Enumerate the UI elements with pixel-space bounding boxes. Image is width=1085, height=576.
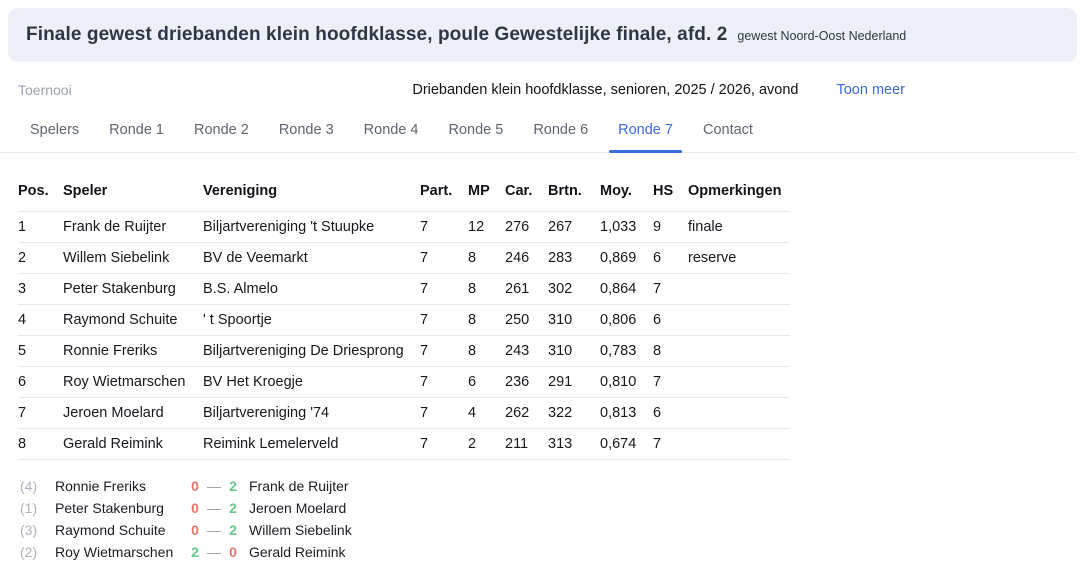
home-player: Peter Stakenburg	[55, 500, 164, 516]
cell-car: 236	[505, 367, 548, 398]
away-score: 2	[229, 478, 237, 494]
cell-pos: 7	[18, 398, 63, 429]
cell-part: 7	[420, 305, 468, 336]
cell-hs: 6	[653, 305, 688, 336]
cell-brtn: 310	[548, 336, 600, 367]
cell-speler: Gerald Reimink	[63, 429, 203, 460]
cell-hs: 7	[653, 367, 688, 398]
cell-moy: 0,810	[600, 367, 653, 398]
cell-speler: Raymond Schuite	[63, 305, 203, 336]
cell-part: 7	[420, 398, 468, 429]
away-score: 0	[229, 544, 237, 560]
page-title: Finale gewest driebanden klein hoofdklasse, poule Gewestelijke finale, afd. 2	[26, 24, 728, 45]
cell-opmerkingen	[688, 398, 790, 429]
home-player: Raymond Schuite	[55, 522, 166, 538]
cell-moy: 0,674	[600, 429, 653, 460]
cell-vereniging: Biljartvereniging '74	[203, 398, 420, 429]
cell-moy: 0,783	[600, 336, 653, 367]
score-dash: —	[207, 522, 221, 538]
tournament-meta	[0, 82, 1085, 98]
cell-part: 7	[420, 212, 468, 243]
col-car: Car.	[505, 177, 548, 212]
cell-speler: Jeroen Moelard	[63, 398, 203, 429]
match-seq: (1)	[20, 500, 38, 516]
cell-car: 246	[505, 243, 548, 274]
match-result	[0, 544, 1085, 566]
match-result	[0, 478, 1085, 500]
away-score: 2	[229, 522, 237, 538]
table-row	[18, 367, 790, 398]
cell-part: 7	[420, 367, 468, 398]
cell-opmerkingen: reserve	[688, 243, 790, 274]
cell-brtn: 310	[548, 305, 600, 336]
cell-speler: Roy Wietmarschen	[63, 367, 203, 398]
cell-part: 7	[420, 429, 468, 460]
col-vereniging: Vereniging	[203, 177, 420, 212]
cell-brtn: 291	[548, 367, 600, 398]
col-part: Part.	[420, 177, 468, 212]
away-player: Frank de Ruijter	[249, 478, 349, 494]
page-subtitle: gewest Noord-Oost Nederland	[737, 29, 907, 43]
cell-hs: 6	[653, 243, 688, 274]
tab-ronde-2[interactable]: Ronde 2	[194, 122, 249, 138]
cell-brtn: 267	[548, 212, 600, 243]
score-dash: —	[207, 478, 221, 494]
cell-brtn: 322	[548, 398, 600, 429]
cell-vereniging: Biljartvereniging De Driesprong	[203, 336, 420, 367]
match-seq: (3)	[20, 522, 38, 538]
col-mp: MP	[468, 177, 505, 212]
cell-speler: Willem Siebelink	[63, 243, 203, 274]
cell-moy: 0,813	[600, 398, 653, 429]
cell-vereniging: ' t Spoortje	[203, 305, 420, 336]
cell-pos: 2	[18, 243, 63, 274]
table-row	[18, 212, 790, 243]
tab-contact[interactable]: Contact	[702, 122, 753, 138]
tab-ronde-4[interactable]: Ronde 4	[363, 122, 419, 138]
cell-mp: 8	[468, 305, 505, 336]
cell-opmerkingen	[688, 274, 790, 305]
home-score: 0	[191, 500, 199, 516]
cell-mp: 6	[468, 367, 505, 398]
score-dash: —	[207, 544, 221, 560]
tab-bar	[0, 122, 1075, 153]
tournament-label: Toernooi	[18, 82, 72, 98]
col-speler: Speler	[63, 177, 203, 212]
cell-speler: Frank de Ruijter	[63, 212, 203, 243]
cell-hs: 9	[653, 212, 688, 243]
cell-mp: 8	[468, 274, 505, 305]
cell-part: 7	[420, 243, 468, 274]
cell-opmerkingen	[688, 336, 790, 367]
cell-mp: 8	[468, 336, 505, 367]
cell-speler: Ronnie Freriks	[63, 336, 203, 367]
match-result	[0, 522, 1085, 544]
col-pos: Pos.	[18, 177, 63, 212]
cell-moy: 1,033	[600, 212, 653, 243]
cell-speler: Peter Stakenburg	[63, 274, 203, 305]
table-row	[18, 305, 790, 336]
tab-spelers[interactable]: Spelers	[30, 122, 80, 138]
away-player: Jeroen Moelard	[249, 500, 347, 516]
match-result	[0, 500, 1085, 522]
home-score: 0	[191, 522, 199, 538]
cell-pos: 3	[18, 274, 63, 305]
cell-hs: 7	[653, 274, 688, 305]
cell-vereniging: Reimink Lemelerveld	[203, 429, 420, 460]
cell-opmerkingen: finale	[688, 212, 790, 243]
table-row	[18, 398, 790, 429]
table-row	[18, 429, 790, 460]
away-score: 2	[229, 500, 237, 516]
col-moy: Moy.	[600, 177, 653, 212]
cell-brtn: 313	[548, 429, 600, 460]
cell-mp: 8	[468, 243, 505, 274]
match-seq: (4)	[20, 478, 38, 494]
home-score: 0	[191, 478, 199, 494]
cell-vereniging: BV Het Kroegje	[203, 367, 420, 398]
tab-ronde-3[interactable]: Ronde 3	[278, 122, 334, 138]
table-row	[18, 243, 790, 274]
cell-hs: 7	[653, 429, 688, 460]
col-opmerkingen: Opmerkingen	[688, 177, 790, 212]
cell-mp: 12	[468, 212, 505, 243]
cell-part: 7	[420, 274, 468, 305]
page-header	[8, 8, 1077, 62]
cell-pos: 1	[18, 212, 63, 243]
cell-opmerkingen	[688, 305, 790, 336]
cell-car: 243	[505, 336, 548, 367]
cell-pos: 8	[18, 429, 63, 460]
home-player: Roy Wietmarschen	[55, 544, 174, 560]
cell-brtn: 283	[548, 243, 600, 274]
tab-ronde-1[interactable]: Ronde 1	[109, 122, 164, 138]
cell-moy: 0,869	[600, 243, 653, 274]
cell-vereniging: Biljartvereniging 't Stuupke	[203, 212, 420, 243]
cell-moy: 0,864	[600, 274, 653, 305]
match-results	[0, 478, 1085, 566]
tab-ronde-5[interactable]: Ronde 5	[448, 122, 504, 138]
match-seq: (2)	[20, 544, 38, 560]
cell-mp: 4	[468, 398, 505, 429]
table-header-row	[18, 177, 790, 212]
home-player: Ronnie Freriks	[55, 478, 147, 494]
cell-car: 211	[505, 429, 548, 460]
cell-pos: 5	[18, 336, 63, 367]
cell-moy: 0,806	[600, 305, 653, 336]
away-player: Gerald Reimink	[249, 544, 346, 560]
cell-vereniging: BV de Veemarkt	[203, 243, 420, 274]
cell-mp: 2	[468, 429, 505, 460]
tab-ronde-7-active[interactable]: Ronde 7	[609, 122, 682, 152]
toon-meer-link[interactable]: Toon meer	[836, 82, 905, 98]
tab-ronde-6[interactable]: Ronde 6	[533, 122, 589, 138]
cell-pos: 6	[18, 367, 63, 398]
home-score: 2	[191, 544, 199, 560]
cell-pos: 4	[18, 305, 63, 336]
cell-car: 250	[505, 305, 548, 336]
away-player: Willem Siebelink	[249, 522, 352, 538]
table-row	[18, 274, 790, 305]
cell-opmerkingen	[688, 429, 790, 460]
cell-brtn: 302	[548, 274, 600, 305]
cell-opmerkingen	[688, 367, 790, 398]
col-hs: HS	[653, 177, 688, 212]
cell-vereniging: B.S. Almelo	[203, 274, 420, 305]
cell-hs: 6	[653, 398, 688, 429]
standings-table	[18, 177, 790, 460]
table-row	[18, 336, 790, 367]
cell-car: 262	[505, 398, 548, 429]
cell-car: 261	[505, 274, 548, 305]
col-brtn: Brtn.	[548, 177, 600, 212]
cell-part: 7	[420, 336, 468, 367]
cell-car: 276	[505, 212, 548, 243]
cell-hs: 8	[653, 336, 688, 367]
tournament-description: Driebanden klein hoofdklasse, senioren, 2025 / 2026, avond	[412, 82, 799, 98]
score-dash: —	[207, 500, 221, 516]
